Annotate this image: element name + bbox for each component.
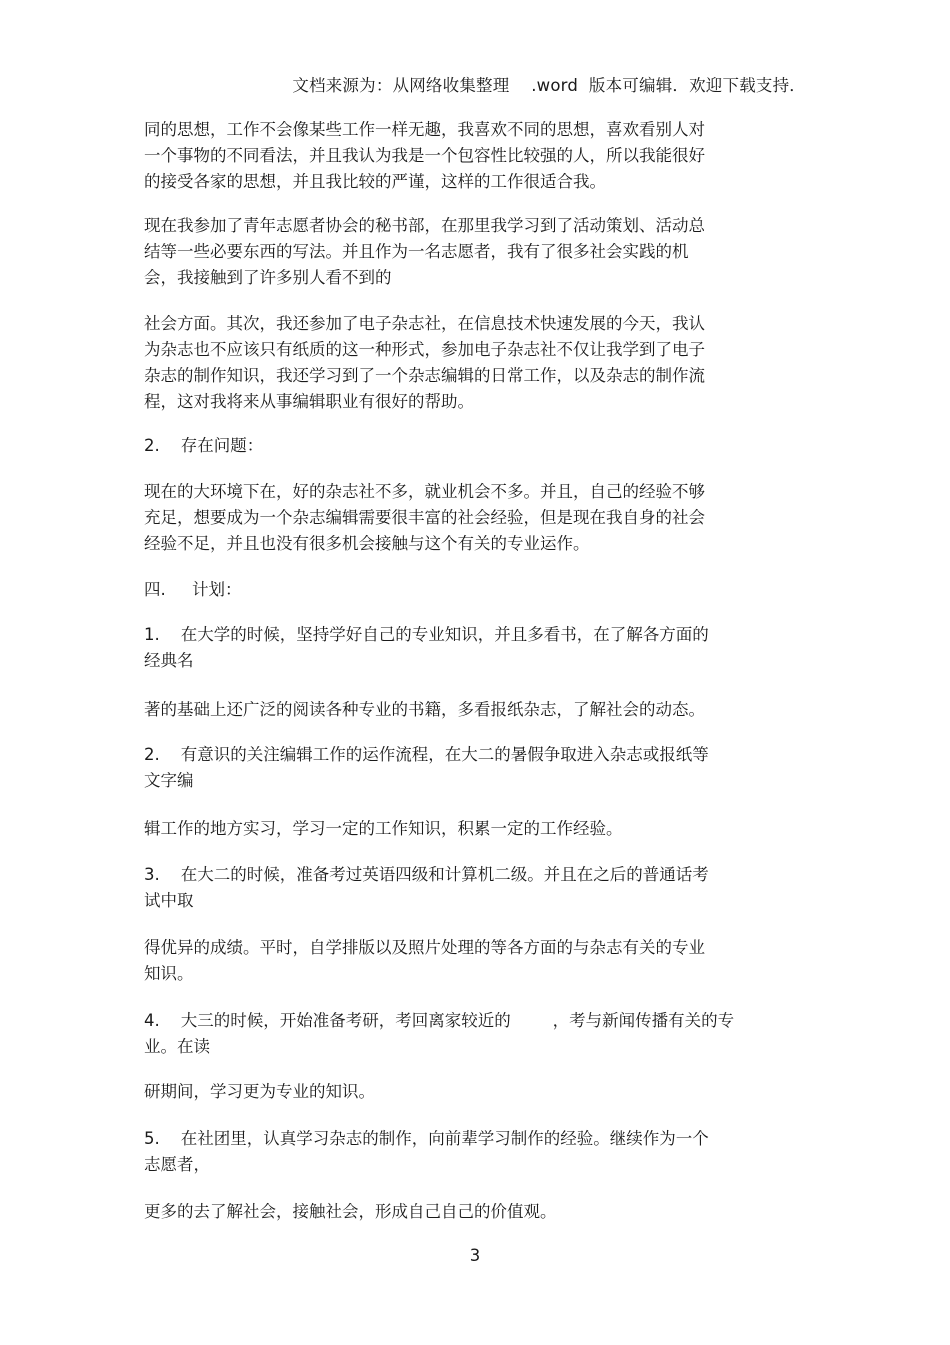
text-line: 得优异的成绩。平时，自学排版以及照片处理的等各方面的与杂志有关的专业 — [144, 938, 705, 957]
text-line: 会，我接触到了许多别人看不到的 — [144, 268, 392, 287]
text-line: 研期间，学习更为专业的知识。 — [144, 1082, 375, 1101]
text-line: 文字编 — [144, 771, 194, 790]
text-line: 程，这对我将来从事编辑职业有很好的帮助。 — [144, 392, 474, 411]
paragraph — [144, 213, 764, 291]
text-line: 3. 在大二的时候，准备考过英语四级和计算机二级。并且在之后的普通话考 — [144, 865, 709, 884]
paragraph — [144, 1199, 764, 1225]
text-line: 社会方面。其次，我还参加了电子杂志社，在信息技术快速发展的今天，我认 — [144, 314, 705, 333]
text-line: 为杂志也不应该只有纸质的这一种形式，参加电子杂志社不仅让我学到了电子 — [144, 340, 705, 359]
text-line: 5. 在社团里，认真学习杂志的制作，向前辈学习制作的经验。继续作为一个 — [144, 1129, 709, 1148]
text-line: 四. 计划： — [144, 580, 242, 599]
paragraph — [144, 816, 764, 842]
text-line: 2. 存在问题： — [144, 436, 264, 455]
list-item — [144, 1008, 764, 1060]
text-line: 杂志的制作知识，我还学习到了一个杂志编辑的日常工作，以及杂志的制作流 — [144, 366, 705, 385]
list-item — [144, 622, 764, 674]
paragraph — [144, 935, 764, 987]
paragraph — [144, 117, 764, 195]
text-line: 2. 有意识的关注编辑工作的运作流程，在大二的暑假争取进入杂志或报纸等 — [144, 745, 709, 764]
text-line: 知识。 — [144, 964, 194, 983]
text-line: 一个事物的不同看法，并且我认为我是一个包容性比较强的人，所以我能很好 — [144, 146, 705, 165]
text-line: 1. 在大学的时候，坚持学好自己的专业知识，并且多看书，在了解各方面的 — [144, 625, 709, 644]
text-line: 4. 大三的时候，开始准备考研，考回离家较近的 ，考与新闻传播有关的专 — [144, 1011, 735, 1030]
section-heading — [144, 577, 764, 603]
text-line: 著的基础上还广泛的阅读各种专业的书籍，多看报纸杂志，了解社会的动态。 — [144, 700, 705, 719]
list-item — [144, 862, 764, 914]
text-line: 试中取 — [144, 891, 194, 910]
paragraph — [144, 311, 764, 415]
paragraph — [144, 479, 764, 557]
text-line: 的接受各家的思想，并且我比较的严谨，这样的工作很适合我。 — [144, 172, 606, 191]
text-line: 结等一些必要东西的写法。并且作为一名志愿者，我有了很多社会实践的机 — [144, 242, 689, 261]
text-line: 经典名 — [144, 651, 194, 670]
text-line: 充足，想要成为一个杂志编辑需要很丰富的社会经验，但是现在我自身的社会 — [144, 508, 705, 527]
text-line: 辑工作的地方实习，学习一定的工作知识，积累一定的工作经验。 — [144, 819, 623, 838]
paragraph — [144, 1079, 764, 1105]
list-item — [144, 742, 764, 794]
text-line: 更多的去了解社会，接触社会，形成自己自己的价值观。 — [144, 1202, 557, 1221]
text-line: 同的思想，工作不会像某些工作一样无趣，我喜欢不同的思想，喜欢看别人对 — [144, 120, 705, 139]
document-source-header: 文档来源为：从网络收集整理 .word 版本可编辑．欢迎下载支持． — [292, 76, 806, 95]
paragraph — [144, 697, 764, 723]
section-heading — [144, 433, 764, 459]
text-line: 业。在读 — [144, 1037, 210, 1056]
list-item — [144, 1126, 764, 1178]
text-line: 现在我参加了青年志愿者协会的秘书部，在那里我学习到了活动策划、活动总 — [144, 216, 705, 235]
text-line: 现在的大环境下在，好的杂志社不多，就业机会不多。并且，自己的经验不够 — [144, 482, 705, 501]
text-line: 经验不足，并且也没有很多机会接触与这个有关的专业运作。 — [144, 534, 590, 553]
text-line: 志愿者， — [144, 1155, 210, 1174]
page-number: 3 — [469, 1246, 481, 1265]
